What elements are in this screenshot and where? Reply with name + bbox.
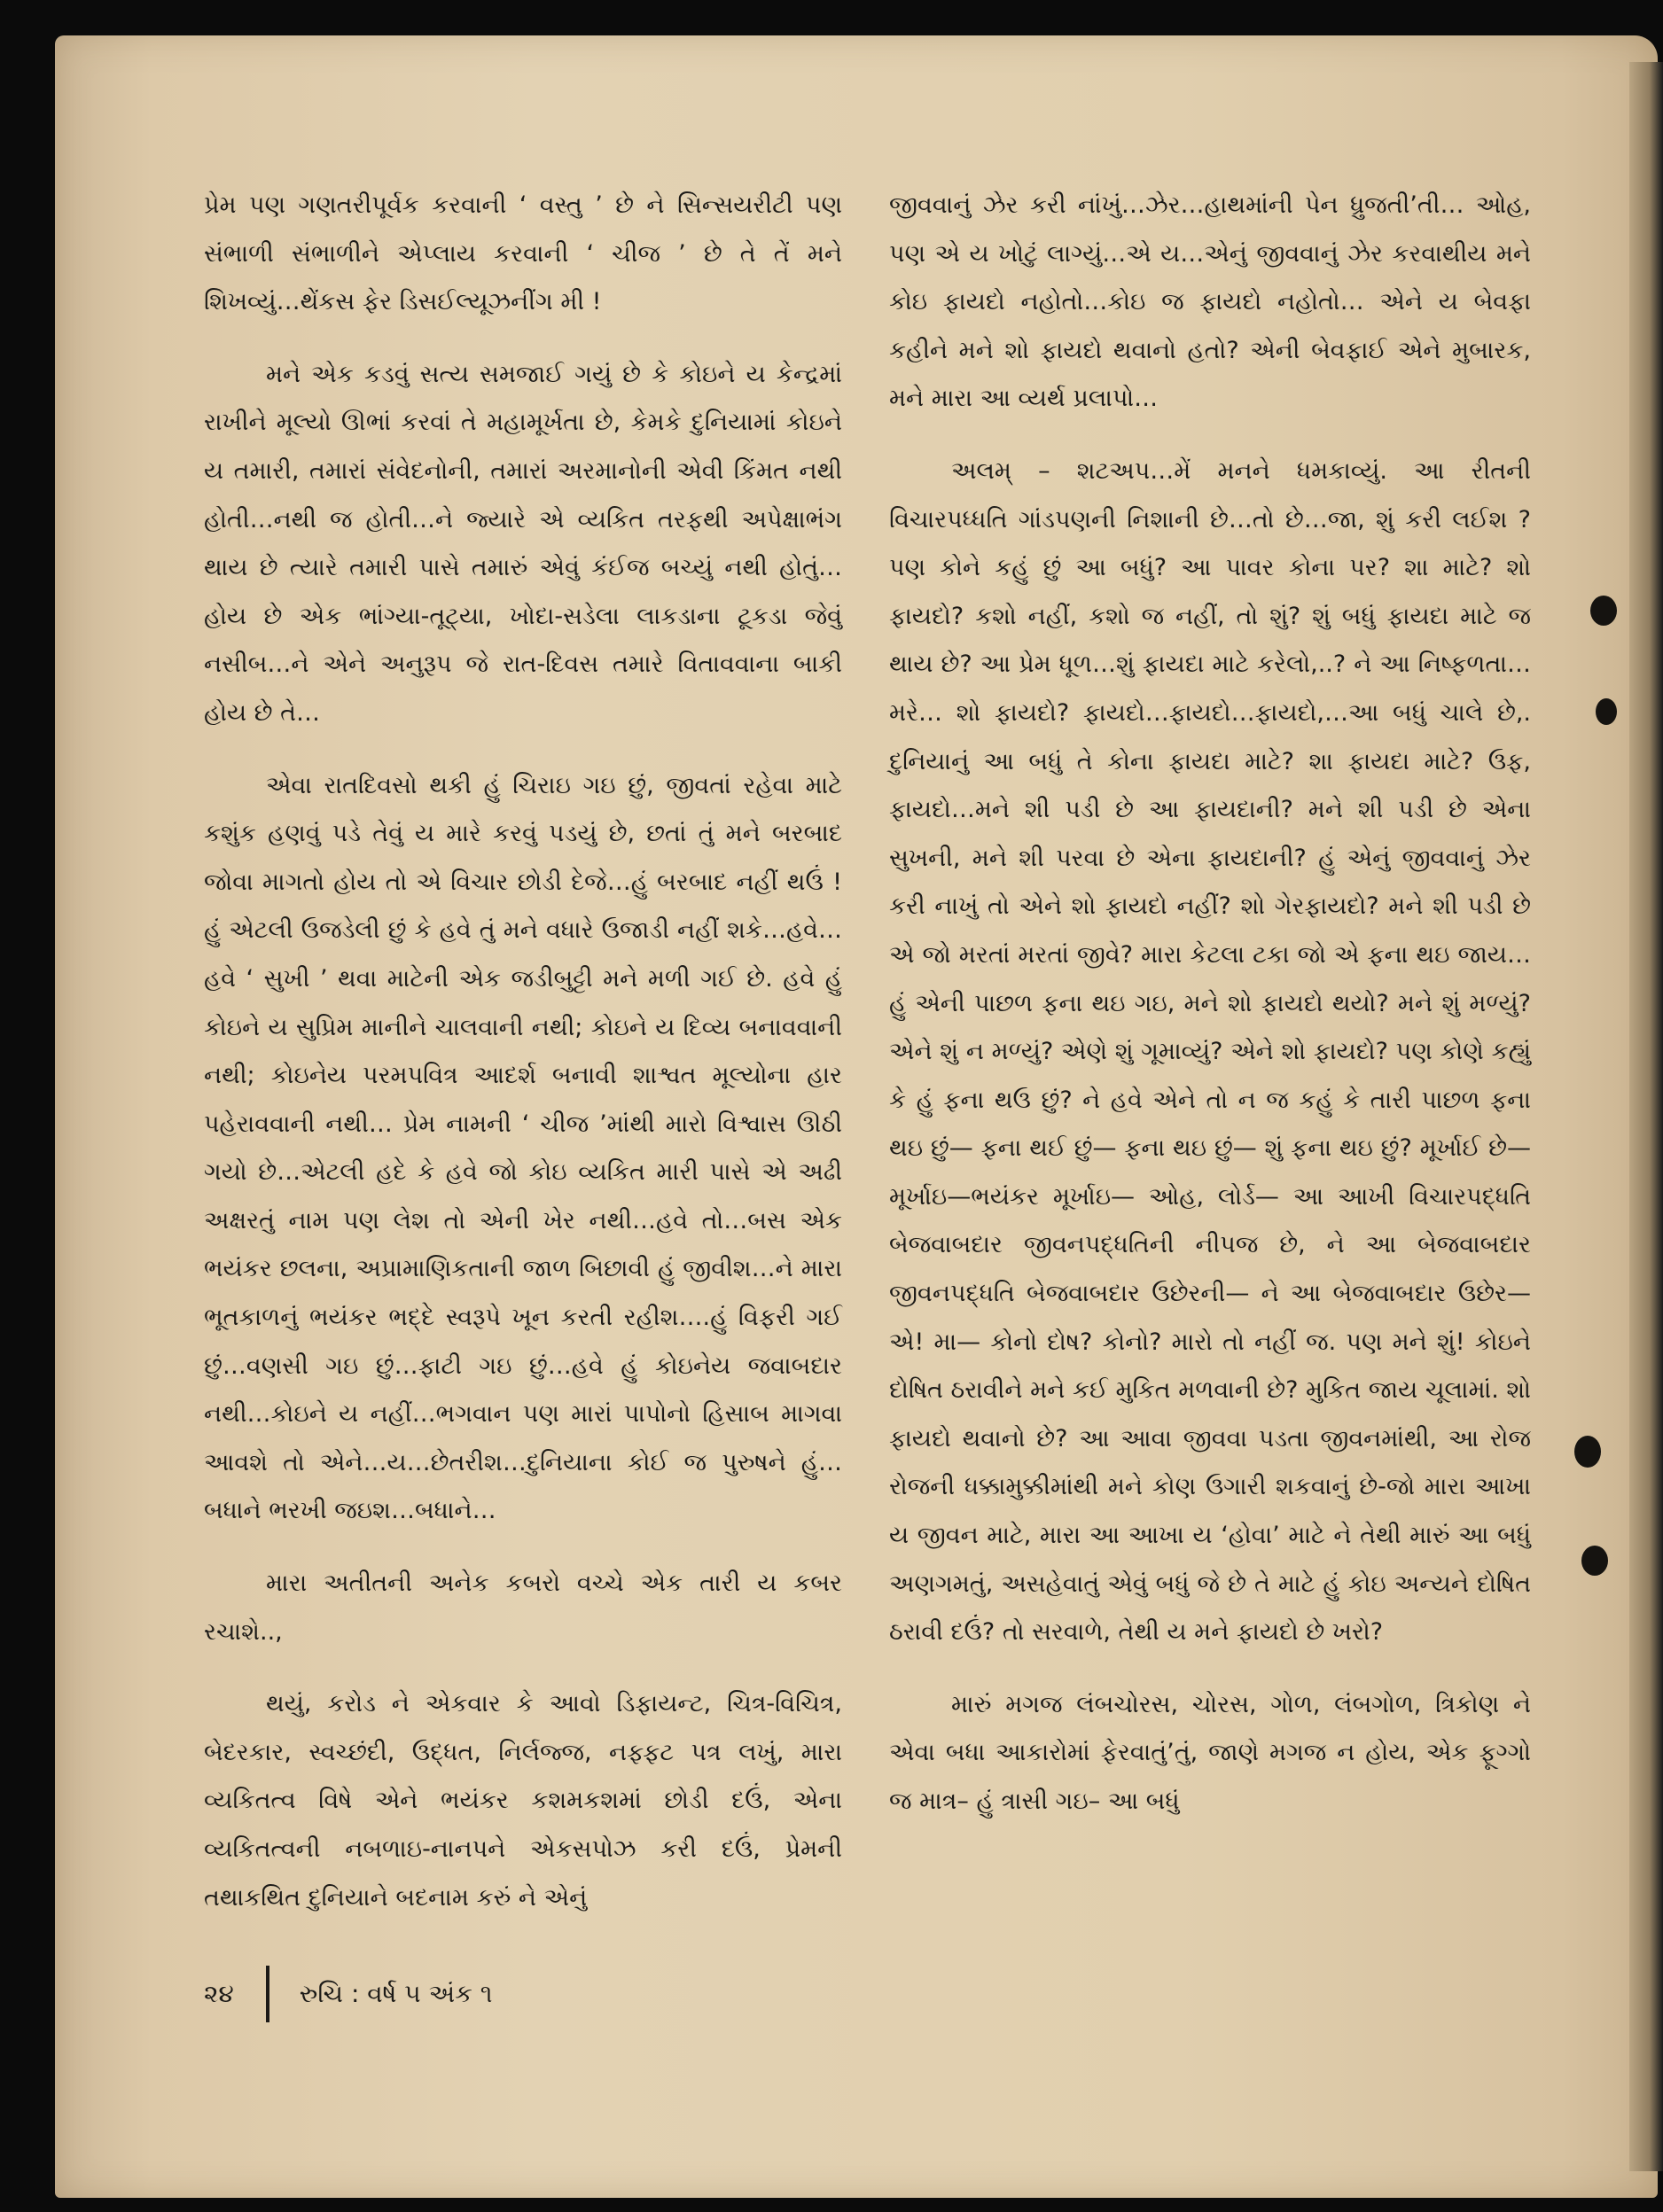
next-page-edge bbox=[1629, 62, 1663, 2171]
page-number: ૨૪ bbox=[204, 1979, 234, 2008]
paragraph-2: મને એક કડવું સત્ય સમજાઈ ગયું છે કે કોઇને ય કેન્દ્રમાં રાખીને મૂલ્યો ઊભાં કરવાં તે મહામૂર્ખતા છે, કેમકે દુનિયામાં કોઇને ય તમારી, તમારાં સંવેદનોની, તમારાં અરમાનોની એવી કિંમત નથી હોતી…નથી જ હોતી…ને જ્યારે એ વ્યકિત તરફથી અપેક્ષાભંગ થાય છે ત્યારે તમારી પાસે તમારું એવું કંઈજ બચ્યું નથી હોતું…હોય છે એક ભાંગ્યા-તૂટ્યા, ખોદા-સડેલા લાકડાના ટૂકડા જેવું નસીબ…ને એને અનુરૂપ જે રાત-દિવસ તમારે વિતાવવાના બાકી હોય છે તે… bbox=[204, 360, 842, 727]
paragraph-4: મારા અતીતની અનેક કબરો વચ્ચે એક તારી ય કબર રચાશે.., bbox=[204, 1569, 842, 1646]
right-text-column bbox=[889, 182, 1531, 1826]
paragraph-7: અલમ્ – શટઅપ…મેં મનને ધમકાવ્યું. આ રીતની વિચારપધ્ધતિ ગાંડપણની નિશાની છે…તો છે…જા, શું કરી લઈશ ? પણ કોને કહું છું આ બધું? આ પાવર કોના પર? શા માટે? શો ફાયદો? કશો નહીં, કશો જ નહીં, તો શું? શું બધું ફાયદા માટે જ થાય છે? આ પ્રેમ ધૂળ…શું ફાયદા માટે કરેલો,..? ને આ નિષ્ફળતા…મરે… શો ફાયદો? ફાયદો…ફાયદો…ફાયદો,…આ બધું ચાલે છે,. દુનિયાનું આ બધું તે કોના ફાયદા માટે? શા ફાયદા માટે? ઉફ, ફાયદો…મને શી પડી છે આ ફાયદાની? મને શી પડી છે એના સુખની, મને શી પરવા છે એના ફાયદાની? હું એનું જીવવાનું ઝેર કરી નાખું તો એને શો ફાયદો નહીં? શો ગેરફાયદો? મને શી પડી છે એ જો મરતાં મરતાં જીવે? મારા કેટલા ટકા જો એ ફના થઇ જાય…હું એની પાછળ ફના થઇ ગઇ, મને શો ફાયદો થયો? મને શું મળ્યું? એને શું ન મળ્યું? એણે શું ગૂમાવ્યું? એને શો ફાયદો? પણ કોણે કહ્યું કે હું ફના થઉ છું? ને હવે એને તો ન જ કહું કે તારી પાછળ ફના થઇ છું— ફના થઈ છું— ફના થઇ છું— શું ફના થઇ છું? મૂર્ખાઈ છે—મૂર્ખાઇ—ભયંકર મૂર્ખાઇ— ઓહ, લોર્ડ— આ આખી વિચારપદ્ધતિ બેજવાબદાર જીવનપદ્ધતિની નીપજ છે, ને આ બેજવાબદાર જીવનપદ્ધતિ બેજવાબદાર ઉછેરની— ને આ બેજવાબદાર ઉછેર— એ! મા— કોનો દોષ? કોનો? મારો તો નહીં જ. પણ મને શું! કોઇને દોષિત ઠરાવીને મને કઈ મુકિત મળવાની છે? મુકિત જાય ચૂલામાં. શો ફાયદો થવાનો છે? આ આવા જીવવા પડતા જીવનમાંથી, આ રોજ રોજની ધક્કામુક્કીમાંથી મને કોણ ઉગારી શકવાનું છે-જો મારા આખા ય જીવન માટે, મારા આ આખા ય ‘હોવા’ માટે ને તેથી મારું આ બધું અણગમતું, અસહેવાતું એવું બધું જે છે તે માટે હું કોઇ અન્યને દોષિત ઠરાવી દઉં? તો સરવાળે, તેથી ય મને ફાયદો છે ખરો? bbox=[889, 456, 1531, 1647]
page-footer bbox=[204, 1967, 493, 2021]
paragraph-3: એવા રાતદિવસો થકી હું ચિરાઇ ગઇ છું, જીવતાં રહેવા માટે કશુંક હણવું પડે તેવું ય મારે કરવું પડયું છે, છતાં તું મને બરબાદ જોવા માગતો હોય તો એ વિચાર છોડી દેજે…હું બરબાદ નહીં થઉં ! હું એટલી ઉજડેલી છું કે હવે તું મને વધારે ઉજાડી નહીં શકે…હવે…હવે ‘ સુખી ’ થવા માટેની એક જડીબુટ્ટી મને મળી ગઈ છે. હવે હું કોઇને ય સુપ્રિમ માનીને ચાલવાની નથી; કોઇને ય દિવ્ય બનાવવાની નથી; કોઇનેય પરમપવિત્ર આદર્શ બનાવી શાશ્વત મૂલ્યોના હાર પહેરાવવાની નથી… પ્રેમ નામની ‘ ચીજ ’માંથી મારો વિશ્વાસ ઊઠી ગયો છે…એટલી હદે કે હવે જો કોઇ વ્યકિત મારી પાસે એ અઢી અક્ષરતું નામ પણ લેશ તો એની ખેર નથી…હવે તો…બસ એક ભયંકર છલના, અપ્રામાણિકતાની જાળ બિછાવી હું જીવીશ…ને મારા ભૂતકાળનું ભયંકર ભદ્દે સ્વરૂપે ખૂન કરતી રહીશ….હું વિફરી ગઈ છું…વણસી ગઇ છું…ફાટી ગઇ છું…હવે હું કોઇનેય જવાબદાર નથી…કોઇને ય નહીં…ભગવાન પણ મારાં પાપોનો હિસાબ માગવા આવશે તો એને…ય…છેતરીશ…દુનિયાના કોઈ જ પુરુષને હું…બધાને ભરખી જઇશ…બધાને… bbox=[204, 771, 842, 1525]
binding-hole-4 bbox=[1581, 1546, 1608, 1576]
binding-hole-2 bbox=[1596, 698, 1617, 725]
binding-hole-3 bbox=[1574, 1436, 1601, 1468]
left-text-column bbox=[204, 182, 842, 1922]
paragraph-8: મારું મગજ લંબચોરસ, ચોરસ, ગોળ, લંબગોળ, ત્રિકોણ ને એવા બધા આકારોમાં ફેરવાતું’તું, જાણે મગજ ન હોય, એક ફૂગ્ગો જ માત્ર– હું ત્રાસી ગઇ– આ બધું bbox=[889, 1690, 1531, 1815]
paragraph-1: પ્રેમ પણ ગણતરીપૂર્વક કરવાની ‘ વસ્તુ ’ છે ને સિન્સયરીટી પણ સંભાળી સંભાળીને એપ્લાય કરવાની ‘ ચીજ ’ છે તે તેં મને શિખવ્યું…થેંકસ ફેર ડિસઈલ્યૂઝનીંગ મી ! bbox=[204, 191, 842, 316]
paragraph-6: જીવવાનું ઝેર કરી નાંખું…ઝેર…હાથમાંની પેન ધ્રુજતી’તી… ઓહ, પણ એ ય ખોટું લાગ્યું…એ ય…એનું જીવવાનું ઝેર કરવાથીય મને કોઇ ફાયદો નહોતો…કોઇ જ ફાયદો નહોતો… એને ય બેવફા કહીને મને શો ફાયદો થવાનો હતો? એની બેવફાઈ એને મુબારક, મને મારા આ વ્યર્થ પ્રલાપો… bbox=[889, 191, 1531, 413]
magazine-issue: રુચિ : વર્ષ ૫ અંક ૧ bbox=[299, 1979, 493, 2008]
footer-divider bbox=[266, 1966, 269, 2022]
binding-hole-1 bbox=[1590, 596, 1617, 626]
paragraph-5: થયું, કરોડ ને એકવાર કે આવો ડિફાયન્ટ, ચિત્ર-વિચિત્ર, બેદરકાર, સ્વચ્છંદી, ઉદ્ધત, નિર્લજ્જ, નફ્ફટ પત્ર લખું, મારા વ્યકિતત્વ વિષે એને ભયંકર કશમકશમાં છોડી દઉં, એના વ્યકિતત્વની નબળાઇ-નાનપને એકસપોઝ કરી દઉં, પ્રેમની તથાકથિત દુનિયાને બદનામ કરું ને એનું bbox=[204, 1690, 842, 1912]
